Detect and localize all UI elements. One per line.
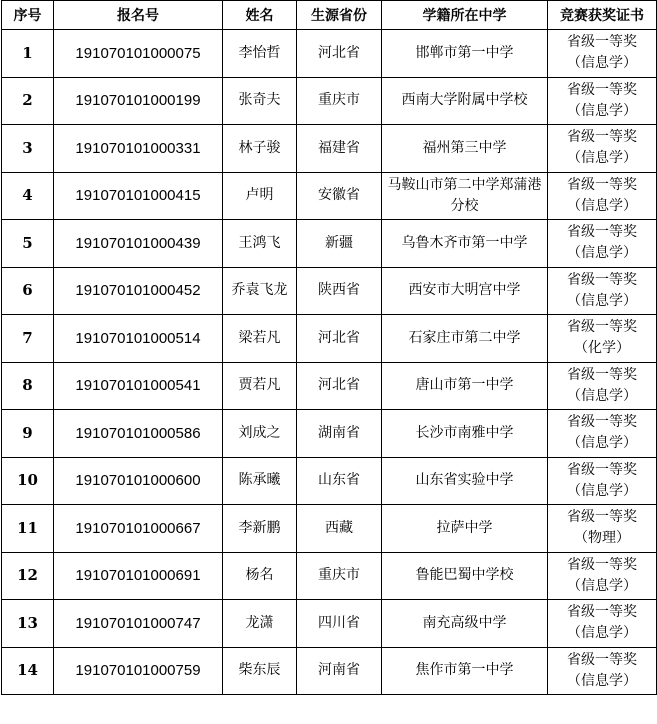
row-award-subject: （化学） [574, 340, 630, 357]
row-name: 卢明 [223, 172, 297, 220]
row-reg-no: 191070101000415 [54, 172, 223, 220]
row-index: 13 [2, 600, 54, 648]
table-row [2, 410, 657, 458]
row-name: 柴东辰 [223, 647, 297, 695]
header-name: 姓名 [223, 1, 297, 30]
row-award [548, 267, 657, 315]
row-award-level: 省级一等奖 [567, 319, 637, 336]
row-reg-no: 191070101000600 [54, 457, 223, 505]
table-row [2, 172, 657, 220]
row-award-subject: （物理） [574, 530, 630, 547]
header-province: 生源省份 [297, 1, 382, 30]
row-reg-no: 191070101000759 [54, 647, 223, 695]
table-header [2, 1, 657, 30]
row-index: 7 [2, 315, 54, 363]
row-school: 唐山市第一中学 [382, 362, 548, 410]
row-name: 梁若凡 [223, 315, 297, 363]
row-province: 四川省 [297, 600, 382, 648]
row-index: 14 [2, 647, 54, 695]
row-school: 山东省实验中学 [382, 457, 548, 505]
row-reg-no: 191070101000747 [54, 600, 223, 648]
row-school: 西安市大明宫中学 [382, 267, 548, 315]
table-row [2, 600, 657, 648]
row-award-subject: （信息学） [567, 245, 637, 262]
row-school: 鲁能巴蜀中学校 [382, 552, 548, 600]
row-award-subject: （信息学） [567, 102, 637, 119]
row-reg-no: 191070101000667 [54, 505, 223, 553]
table-row [2, 30, 657, 78]
row-award-level: 省级一等奖 [567, 461, 637, 478]
row-award-subject: （信息学） [567, 197, 637, 214]
row-award-level: 省级一等奖 [567, 271, 637, 288]
row-province: 福建省 [297, 125, 382, 173]
row-province: 湖南省 [297, 410, 382, 458]
row-province: 重庆市 [297, 77, 382, 125]
row-school: 长沙市南雅中学 [382, 410, 548, 458]
row-award-level: 省级一等奖 [567, 176, 637, 193]
row-award-level: 省级一等奖 [567, 81, 637, 98]
row-province: 西藏 [297, 505, 382, 553]
row-school: 邯郸市第一中学 [382, 30, 548, 78]
row-award [548, 505, 657, 553]
row-school: 焦作市第一中学 [382, 647, 548, 695]
row-reg-no: 191070101000541 [54, 362, 223, 410]
row-award-subject: （信息学） [567, 150, 637, 167]
row-award-subject: （信息学） [567, 672, 637, 689]
row-province: 河南省 [297, 647, 382, 695]
row-reg-no: 191070101000514 [54, 315, 223, 363]
row-province: 新疆 [297, 220, 382, 268]
table-row [2, 362, 657, 410]
row-award-level: 省级一等奖 [567, 509, 637, 526]
table-row [2, 505, 657, 553]
row-award-level: 省级一等奖 [567, 34, 637, 51]
row-school: 拉萨中学 [382, 505, 548, 553]
row-reg-no: 191070101000586 [54, 410, 223, 458]
row-reg-no: 191070101000199 [54, 77, 223, 125]
row-reg-no: 191070101000452 [54, 267, 223, 315]
row-award-level: 省级一等奖 [567, 366, 637, 383]
row-name: 刘成之 [223, 410, 297, 458]
table-row [2, 125, 657, 173]
row-name: 龙潇 [223, 600, 297, 648]
row-province: 河北省 [297, 362, 382, 410]
row-award [548, 457, 657, 505]
header-index: 序号 [2, 1, 54, 30]
row-name: 林子骏 [223, 125, 297, 173]
row-award [548, 30, 657, 78]
row-reg-no: 191070101000691 [54, 552, 223, 600]
row-province: 河北省 [297, 315, 382, 363]
row-index: 10 [2, 457, 54, 505]
row-index: 2 [2, 77, 54, 125]
row-name: 杨名 [223, 552, 297, 600]
row-award-subject: （信息学） [567, 55, 637, 72]
row-award [548, 410, 657, 458]
row-name: 贾若凡 [223, 362, 297, 410]
row-province: 山东省 [297, 457, 382, 505]
row-index: 9 [2, 410, 54, 458]
row-index: 12 [2, 552, 54, 600]
row-award-level: 省级一等奖 [567, 129, 637, 146]
row-school: 西南大学附属中学校 [382, 77, 548, 125]
row-name: 李新鹏 [223, 505, 297, 553]
table-row [2, 647, 657, 695]
row-award-level: 省级一等奖 [567, 651, 637, 668]
row-index: 5 [2, 220, 54, 268]
table-row [2, 77, 657, 125]
row-name: 乔袁飞龙 [223, 267, 297, 315]
row-award-subject: （信息学） [567, 435, 637, 452]
admission-table [1, 0, 657, 695]
row-reg-no: 191070101000439 [54, 220, 223, 268]
row-award [548, 172, 657, 220]
row-name: 陈承曦 [223, 457, 297, 505]
row-award [548, 600, 657, 648]
row-index: 11 [2, 505, 54, 553]
row-award-level: 省级一等奖 [567, 414, 637, 431]
row-province: 河北省 [297, 30, 382, 78]
row-province: 重庆市 [297, 552, 382, 600]
table-row [2, 315, 657, 363]
row-award-subject: （信息学） [567, 577, 637, 594]
row-province: 安徽省 [297, 172, 382, 220]
row-award [548, 552, 657, 600]
row-award [548, 647, 657, 695]
row-school: 马鞍山市第二中学郑蒲港分校 [382, 172, 548, 220]
row-award-subject: （信息学） [567, 292, 637, 309]
row-index: 4 [2, 172, 54, 220]
row-school: 福州第三中学 [382, 125, 548, 173]
header-school: 学籍所在中学 [382, 1, 548, 30]
row-award-subject: （信息学） [567, 482, 637, 499]
row-award [548, 362, 657, 410]
header-reg-no: 报名号 [54, 1, 223, 30]
header-award: 竞赛获奖证书 [548, 1, 657, 30]
header-row [2, 1, 657, 30]
table-row [2, 267, 657, 315]
row-index: 8 [2, 362, 54, 410]
row-award-level: 省级一等奖 [567, 556, 637, 573]
row-school: 石家庄市第二中学 [382, 315, 548, 363]
row-index: 6 [2, 267, 54, 315]
row-province: 陕西省 [297, 267, 382, 315]
row-award-subject: （信息学） [567, 387, 637, 404]
row-award-subject: （信息学） [567, 625, 637, 642]
row-award [548, 220, 657, 268]
row-reg-no: 191070101000331 [54, 125, 223, 173]
row-school: 南充高级中学 [382, 600, 548, 648]
row-index: 1 [2, 30, 54, 78]
row-name: 李怡哲 [223, 30, 297, 78]
row-award [548, 125, 657, 173]
row-index: 3 [2, 125, 54, 173]
table-row [2, 220, 657, 268]
row-award-level: 省级一等奖 [567, 224, 637, 241]
row-school: 乌鲁木齐市第一中学 [382, 220, 548, 268]
row-name: 王鸿飞 [223, 220, 297, 268]
row-award-level: 省级一等奖 [567, 604, 637, 621]
row-reg-no: 191070101000075 [54, 30, 223, 78]
table-row [2, 552, 657, 600]
table-row [2, 457, 657, 505]
row-award [548, 77, 657, 125]
table-body [2, 30, 657, 695]
row-name: 张奇夫 [223, 77, 297, 125]
row-award [548, 315, 657, 363]
